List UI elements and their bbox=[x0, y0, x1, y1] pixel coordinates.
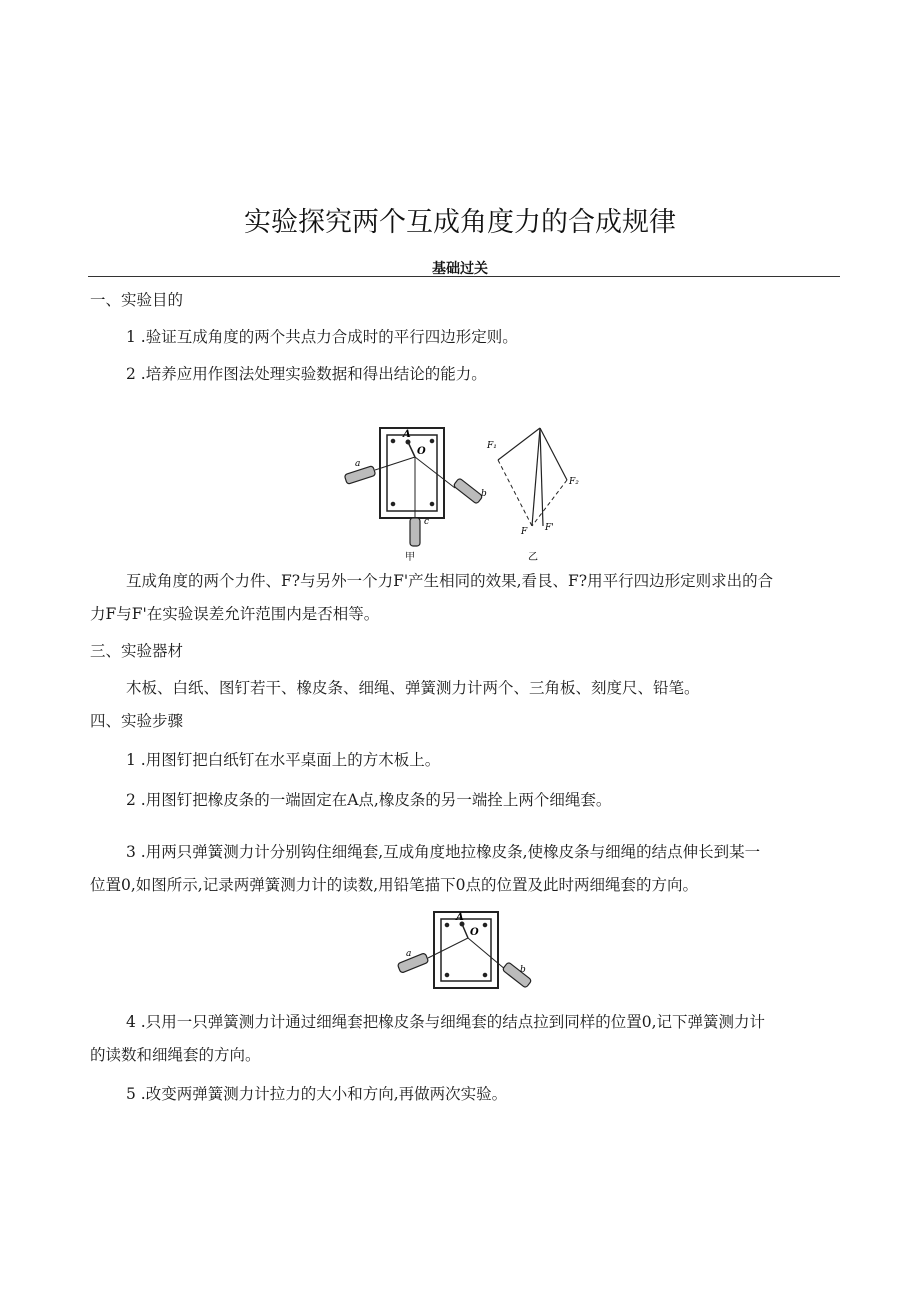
label-F1: F₁ bbox=[487, 441, 497, 451]
title-divider bbox=[88, 276, 840, 277]
principle-line-2: 力F与F'在实验误差允许范围内是否相等。 bbox=[90, 605, 380, 623]
heading-steps: 四、实验步骤 bbox=[90, 712, 184, 730]
section-subtitle: 基础过关 bbox=[432, 261, 488, 277]
step-3-line-1: 3 .用两只弹簧测力计分别钩住细绳套,互成角度地拉橡皮条,使橡皮条与细绳的结点伸长到某一 bbox=[126, 843, 761, 861]
fig2-label-b: b bbox=[520, 965, 526, 975]
heading-purpose: 一、实验目的 bbox=[90, 291, 184, 309]
label-F: F bbox=[521, 527, 528, 537]
step-5: 5 .改变两弹簧测力计拉力的大小和方向,再做两次实验。 bbox=[126, 1085, 508, 1103]
step-4-line-1: 4 .只用一只弹簧测力计通过细绳套把橡皮条与细绳套的结点拉到同样的位置0,记下弹簧测力计 bbox=[126, 1013, 766, 1031]
label-c: c bbox=[424, 517, 430, 527]
label-a: a bbox=[355, 459, 361, 469]
fig2-label-O: O bbox=[470, 927, 479, 938]
purpose-item-1: 1 .验证互成角度的两个共点力合成时的平行四边形定则。 bbox=[126, 328, 518, 346]
label-O: O bbox=[417, 446, 426, 457]
board-diagram bbox=[344, 428, 483, 546]
step-3-line-2: 位置0,如图所示,记录两弹簧测力计的读数,用铅笔描下0点的位置及此时两细绳套的方向。 bbox=[90, 876, 699, 894]
label-F-prime: F' bbox=[545, 523, 554, 533]
heading-equipment: 三、实验器材 bbox=[90, 642, 184, 660]
equipment-text: 木板、白纸、图钉若干、橡皮条、细绳、弹簧测力计两个、三角板、刻度尺、铅笔。 bbox=[126, 679, 700, 697]
caption-jia: 甲 bbox=[405, 552, 415, 563]
force-parallelogram bbox=[498, 428, 567, 526]
label-F2: F₂ bbox=[569, 477, 579, 487]
label-b: b bbox=[481, 489, 487, 499]
label-A: A bbox=[403, 429, 411, 440]
experiment-figure-1 bbox=[335, 420, 595, 565]
fig2-label-a: a bbox=[406, 949, 412, 959]
caption-yi: 乙 bbox=[528, 552, 538, 563]
purpose-item-2: 2 .培养应用作图法处理实验数据和得出结论的能力。 bbox=[126, 365, 487, 383]
step-4-line-2: 的读数和细绳套的方向。 bbox=[90, 1046, 261, 1064]
principle-line-1: 互成角度的两个力件、F?与另外一个力F'产生相同的效果,看艮、F?用平行四边形定则求出的合 bbox=[126, 572, 774, 590]
fig2-label-A: A bbox=[456, 912, 464, 923]
step-1: 1 .用图钉把白纸钉在水平桌面上的方木板上。 bbox=[126, 751, 441, 769]
step-2: 2 .用图钉把橡皮条的一端固定在A点,橡皮条的另一端拴上两个细绳套。 bbox=[126, 791, 612, 809]
page-title: 实验探究两个互成角度力的合成规律 bbox=[244, 207, 676, 238]
experiment-figure-2 bbox=[390, 908, 540, 1000]
